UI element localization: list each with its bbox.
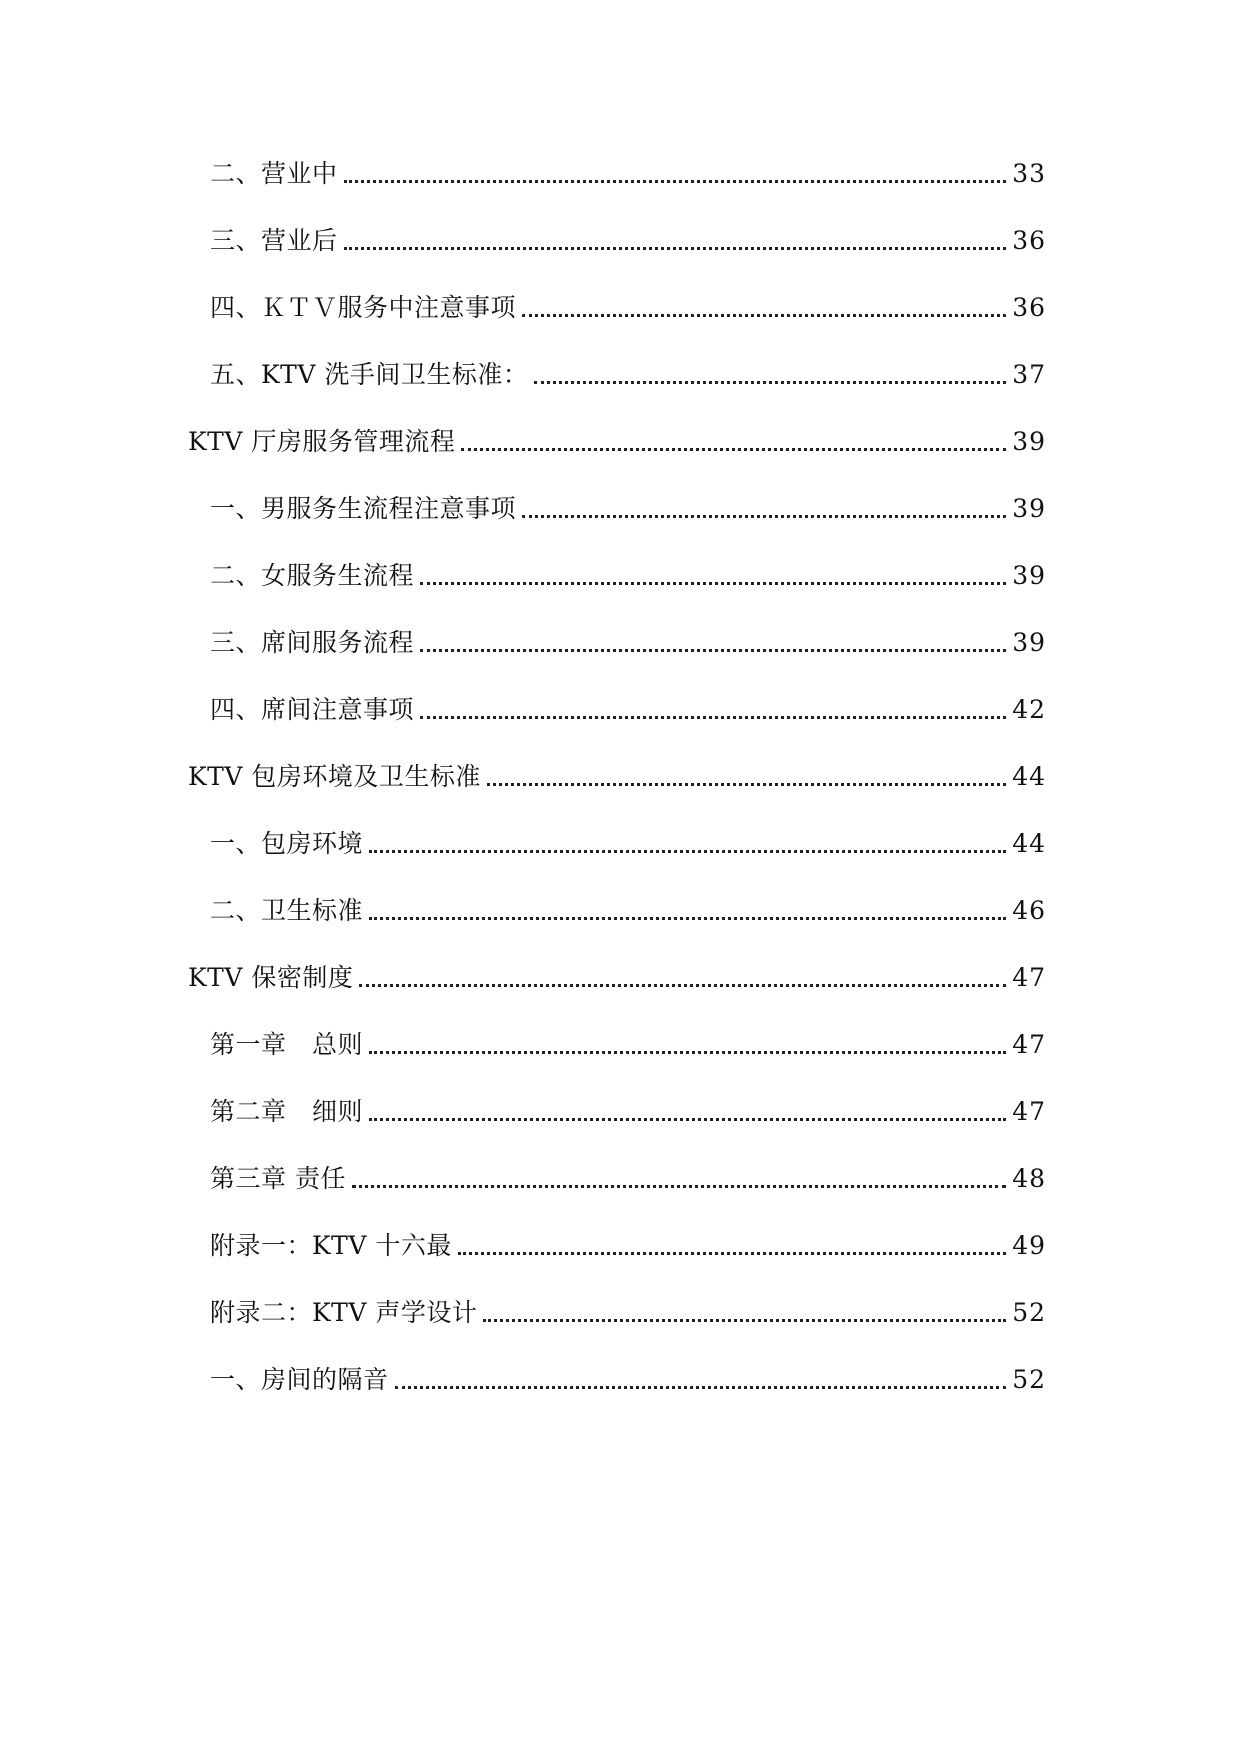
toc-dot-leader [369,828,1006,860]
toc-dot-leader [458,1230,1006,1262]
toc-dot-leader [344,158,1007,190]
toc-entry-title: KTV 厅房服务管理流程 [188,427,456,456]
toc-entry[interactable] [210,887,1046,927]
toc-dot-leader [420,694,1006,726]
toc-entry[interactable] [188,418,1046,458]
toc-entry-page: 44 [1012,762,1046,791]
toc-entry-title: 附录一：KTV 十六最 [210,1231,452,1260]
toc-entry-title: 第一章 总则 [210,1030,364,1059]
toc-dot-leader [369,1096,1006,1128]
toc-dot-leader [461,426,1006,458]
toc-dot-leader [344,225,1007,257]
toc-entry-title: 二、女服务生流程 [210,561,415,590]
toc-entry-page: 48 [1012,1164,1046,1193]
toc-dot-leader [395,1364,1007,1396]
toc-entry-page: 37 [1012,360,1046,389]
toc-entry-title: 附录二：KTV 声学设计 [210,1298,478,1327]
toc-entry-title: 一、房间的隔音 [210,1365,389,1394]
toc-entry[interactable] [210,1289,1046,1329]
toc-entry[interactable] [210,1021,1046,1061]
toc-entry-page: 42 [1012,695,1046,724]
toc-dot-leader [420,627,1006,659]
toc-entry[interactable] [210,686,1046,726]
toc-dot-leader [483,1297,1006,1329]
toc-entry-title: 四、ＫＴＶ服务中注意事项 [210,293,517,322]
toc-dot-leader [359,962,1006,994]
toc-entry[interactable] [210,150,1046,190]
toc-entry[interactable] [210,552,1046,592]
toc-entry-page: 44 [1012,829,1046,858]
toc-entry-page: 52 [1012,1365,1046,1394]
toc-entry-page: 47 [1012,963,1046,992]
toc-entry[interactable] [210,619,1046,659]
toc-entry-title: 三、营业后 [210,226,338,255]
toc-entry-title: KTV 保密制度 [188,963,354,992]
toc-entry-title: 第二章 细则 [210,1097,364,1126]
toc-entry[interactable] [210,1155,1046,1195]
toc-entry-title: 四、席间注意事项 [210,695,415,724]
toc-entry-page: 47 [1012,1097,1046,1126]
toc-entry[interactable] [210,217,1046,257]
toc-entry-title: 二、卫生标准 [210,896,364,925]
toc-entry[interactable] [188,753,1046,793]
toc-dot-leader [522,292,1006,324]
toc-dot-leader [534,359,1006,391]
toc-entry-title: KTV 包房环境及卫生标准 [188,762,481,791]
toc-entry[interactable] [210,351,1046,391]
toc-entry-page: 46 [1012,896,1046,925]
toc-entry[interactable] [210,1222,1046,1262]
toc-entry[interactable] [210,1356,1046,1396]
toc-dot-leader [352,1163,1006,1195]
toc-entry[interactable] [210,820,1046,860]
toc-entry[interactable] [210,1088,1046,1128]
toc-dot-leader [522,493,1006,525]
toc-entry-title: 五、KTV 洗手间卫生标准： [210,360,529,389]
toc-entry-page: 47 [1012,1030,1046,1059]
toc-entry-page: 39 [1012,494,1046,523]
toc-entry[interactable] [210,485,1046,525]
toc-entry-title: 二、营业中 [210,159,338,188]
toc-entry-page: 36 [1012,226,1046,255]
toc-entry-title: 一、包房环境 [210,829,364,858]
toc-entry-page: 52 [1012,1298,1046,1327]
toc-entry[interactable] [188,954,1046,994]
toc-dot-leader [369,895,1006,927]
toc-entry-page: 33 [1012,159,1046,188]
toc-dot-leader [369,1029,1006,1061]
toc-entry-page: 39 [1012,427,1046,456]
toc-entry-page: 39 [1012,561,1046,590]
toc-entry-title: 第三章 责任 [210,1164,346,1193]
toc-entry-title: 三、席间服务流程 [210,628,415,657]
toc-entry-page: 49 [1012,1231,1046,1260]
toc-dot-leader [487,761,1006,793]
toc-entry-page: 36 [1012,293,1046,322]
toc-entry[interactable] [210,284,1046,324]
toc-entry-title: 一、男服务生流程注意事项 [210,494,517,523]
toc-entry-page: 39 [1012,628,1046,657]
toc-dot-leader [420,560,1006,592]
